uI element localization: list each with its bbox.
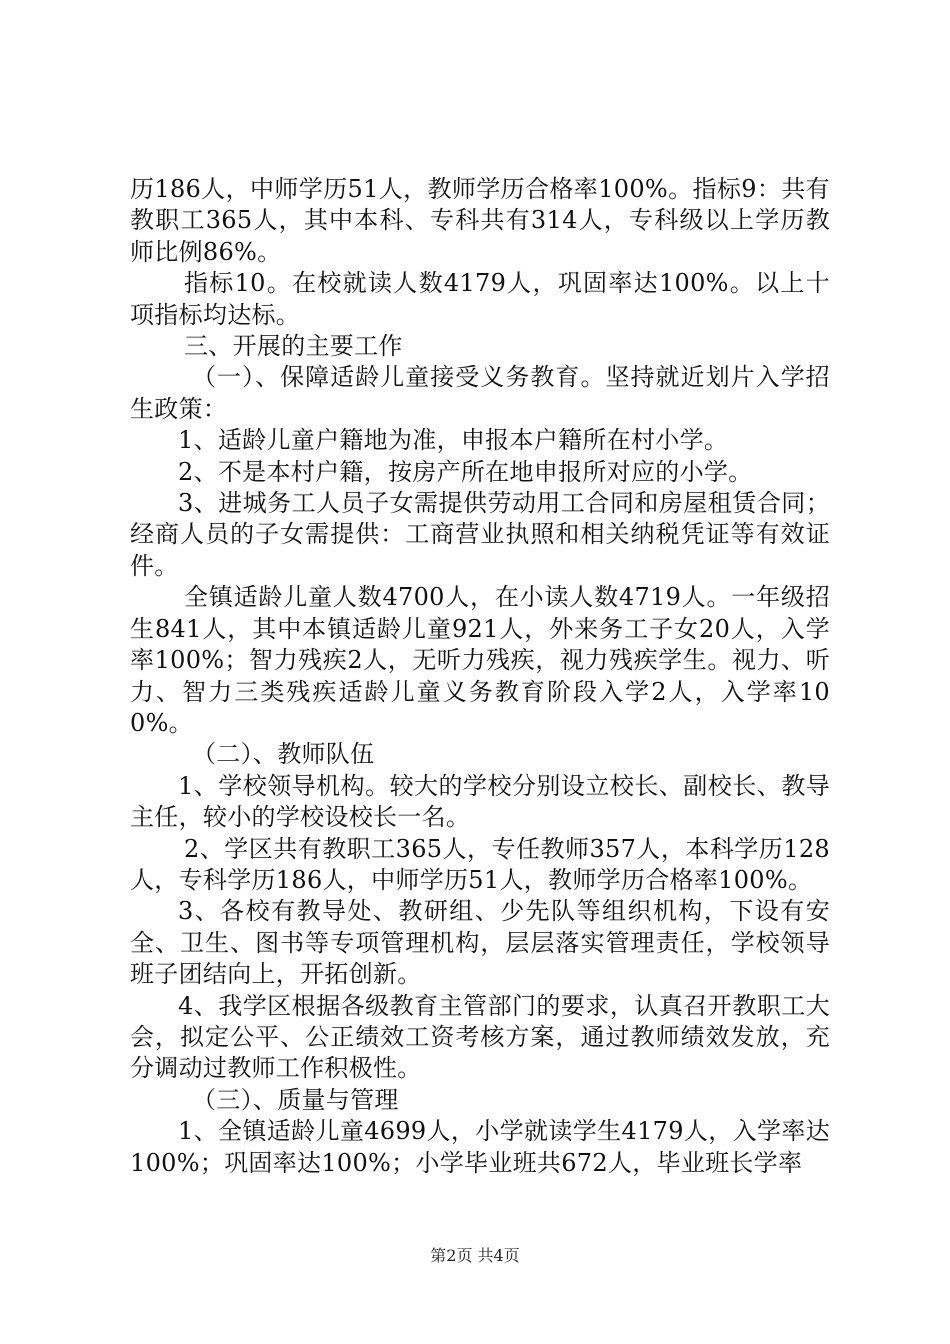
paragraph-enrollment: 全镇适龄儿童人数4700人，在小读人数4719人。一年级招生841人，其中本镇适龄儿童921人，外来务工子女20人，入学率100%；智力残疾2人，无听力残疾，视力残疾学生。视力、听力、智力三类残疾适龄儿童义务教育阶段入学2人，入学率100%。 [130,583,830,737]
subsection-heading-1: （一）、保障适龄儿童接受义务教育。坚持就近划片入学招生政策： [130,363,830,423]
page-footer: 第2页 共4页 [430,1246,520,1265]
teacher-item-1: 1、学校领导机构。较大的学校分别设立校长、副校长、教导主任，较小的学校设校长一名。 [130,771,830,832]
quality-item-1: 1、全镇适龄儿童4699人，小学就读学生4179人，入学率达100%；巩固率达100%；小学毕业班共672人，毕业班长学率 [130,1117,830,1177]
teacher-item-4: 4、我学区根据各级教育主管部门的要求，认真召开教职工大会，拟定公平、公正绩效工资考核方案，通过教师绩效发放，充分调动过教师工作积极性。 [130,991,830,1083]
document-body [130,174,830,1179]
subsection-heading-3: （三）、质量与管理 [192,1085,399,1114]
teacher-item-2: 2、学区共有教职工365人，专任教师357人，本科学历128人，专科学历186人，中师学历51人，教师学历合格率100%。 [130,834,830,894]
teacher-item-3: 3、各校有教导处、教研组、少先队等组织机构，下设有安全、卫生、图书等专项管理机构，层层落实管理责任，学校领导班子团结向上，开拓创新。 [130,897,830,989]
paragraph-2: 指标10。在校就读人数4179人，巩固率达100%。以上十项指标均达标。 [130,269,830,329]
section-heading-3: 三、开展的主要工作 [184,332,403,361]
subsection-heading-2: （二）、教师队伍 [192,740,375,769]
list-item-2: 2、不是本村户籍，按房产所在地申报所对应的小学。 [178,457,753,486]
list-item-1: 1、适龄儿童户籍地为准，申报本户籍所在村小学。 [178,426,729,455]
paragraph-1: 历186人，中师学历51人，教师学历合格率100%。指标9：共有教职工365人，其中本科、专科共有314人，专科级以上学历教师比例86%。 [130,175,830,266]
list-item-3: 3、进城务工人员子女需提供劳动用工合同和房屋租赁合同；经商人员的子女需提供：工商营业执照和相关纳税凭证等有效证件。 [130,489,830,580]
